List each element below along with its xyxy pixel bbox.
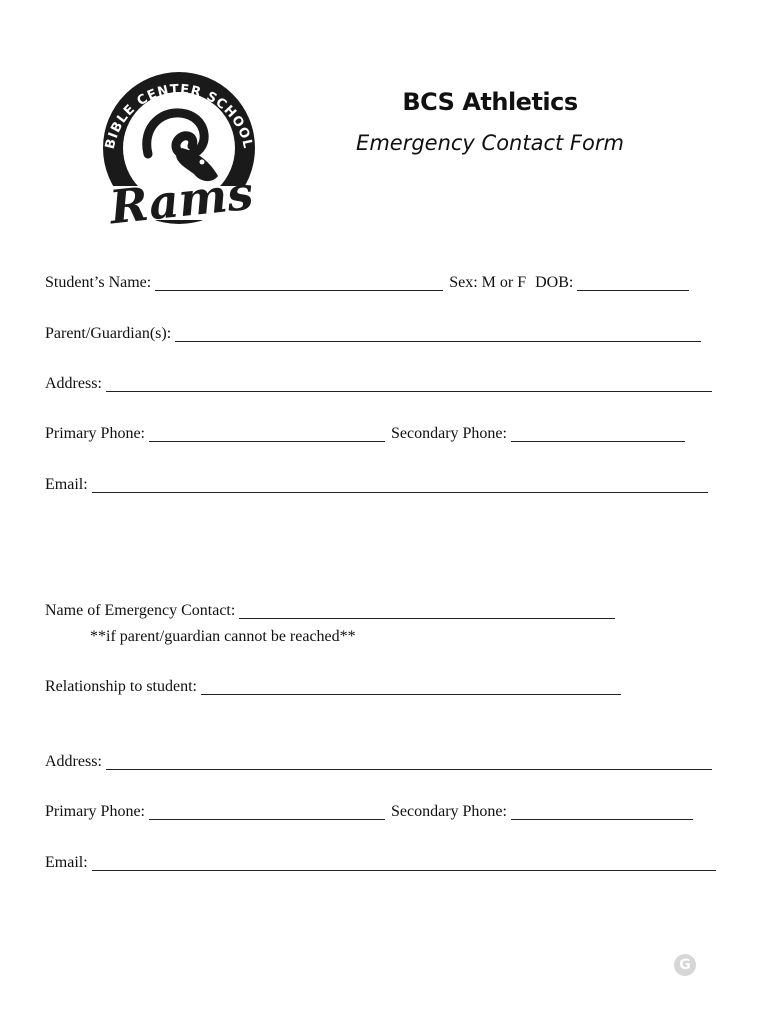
emergency-name-row — [45, 601, 621, 621]
dob-label: DOB: — [535, 274, 574, 291]
student-email-field[interactable] — [92, 478, 708, 493]
emergency-email-label: Email: — [45, 854, 88, 871]
parent-field[interactable] — [175, 327, 701, 342]
g-watermark-icon: G — [674, 954, 696, 976]
student-name-row — [45, 273, 695, 293]
logo-script-text: Rams — [107, 165, 256, 234]
emergency-note: **if parent/guardian cannot be reached** — [90, 628, 356, 645]
student-secondary-phone-field[interactable] — [511, 427, 685, 442]
emergency-address-field[interactable] — [106, 755, 712, 770]
school-logo — [86, 56, 272, 234]
student-email-label: Email: — [45, 476, 88, 493]
student-name-field[interactable] — [155, 276, 443, 291]
student-secondary-phone-label: Secondary Phone: — [391, 425, 507, 442]
emergency-email-row — [45, 853, 722, 873]
parent-row — [45, 324, 707, 344]
emergency-secondary-phone-label: Secondary Phone: — [391, 803, 507, 820]
student-primary-phone-field[interactable] — [149, 427, 385, 442]
emergency-name-label: Name of Emergency Contact: — [45, 602, 236, 619]
student-address-row — [45, 374, 718, 394]
relationship-label: Relationship to student: — [45, 678, 197, 695]
sex-label: Sex: M or F — [449, 274, 527, 291]
student-address-field[interactable] — [106, 377, 712, 392]
relationship-row — [45, 677, 627, 697]
logo-arc-text: BIBLE CENTER SCHOOL — [102, 82, 256, 151]
student-name-label: Student’s Name: — [45, 274, 152, 291]
parent-label: Parent/Guardian(s): — [45, 325, 172, 342]
emergency-email-field[interactable] — [92, 856, 716, 871]
student-primary-phone-label: Primary Phone: — [45, 425, 145, 442]
student-phone-row — [45, 424, 691, 444]
page-title: BCS Athletics — [402, 88, 578, 116]
page-subtitle: Emergency Contact Form — [356, 131, 624, 155]
emergency-address-label: Address: — [45, 753, 102, 770]
emergency-primary-phone-field[interactable] — [149, 805, 385, 820]
emergency-primary-phone-label: Primary Phone: — [45, 803, 145, 820]
student-email-row — [45, 475, 714, 495]
student-address-label: Address: — [45, 375, 102, 392]
relationship-field[interactable] — [201, 680, 621, 695]
emergency-name-field[interactable] — [239, 604, 615, 619]
emergency-phone-row — [45, 802, 699, 822]
emergency-address-row — [45, 752, 718, 772]
dob-field[interactable] — [577, 276, 689, 291]
emergency-secondary-phone-field[interactable] — [511, 805, 693, 820]
